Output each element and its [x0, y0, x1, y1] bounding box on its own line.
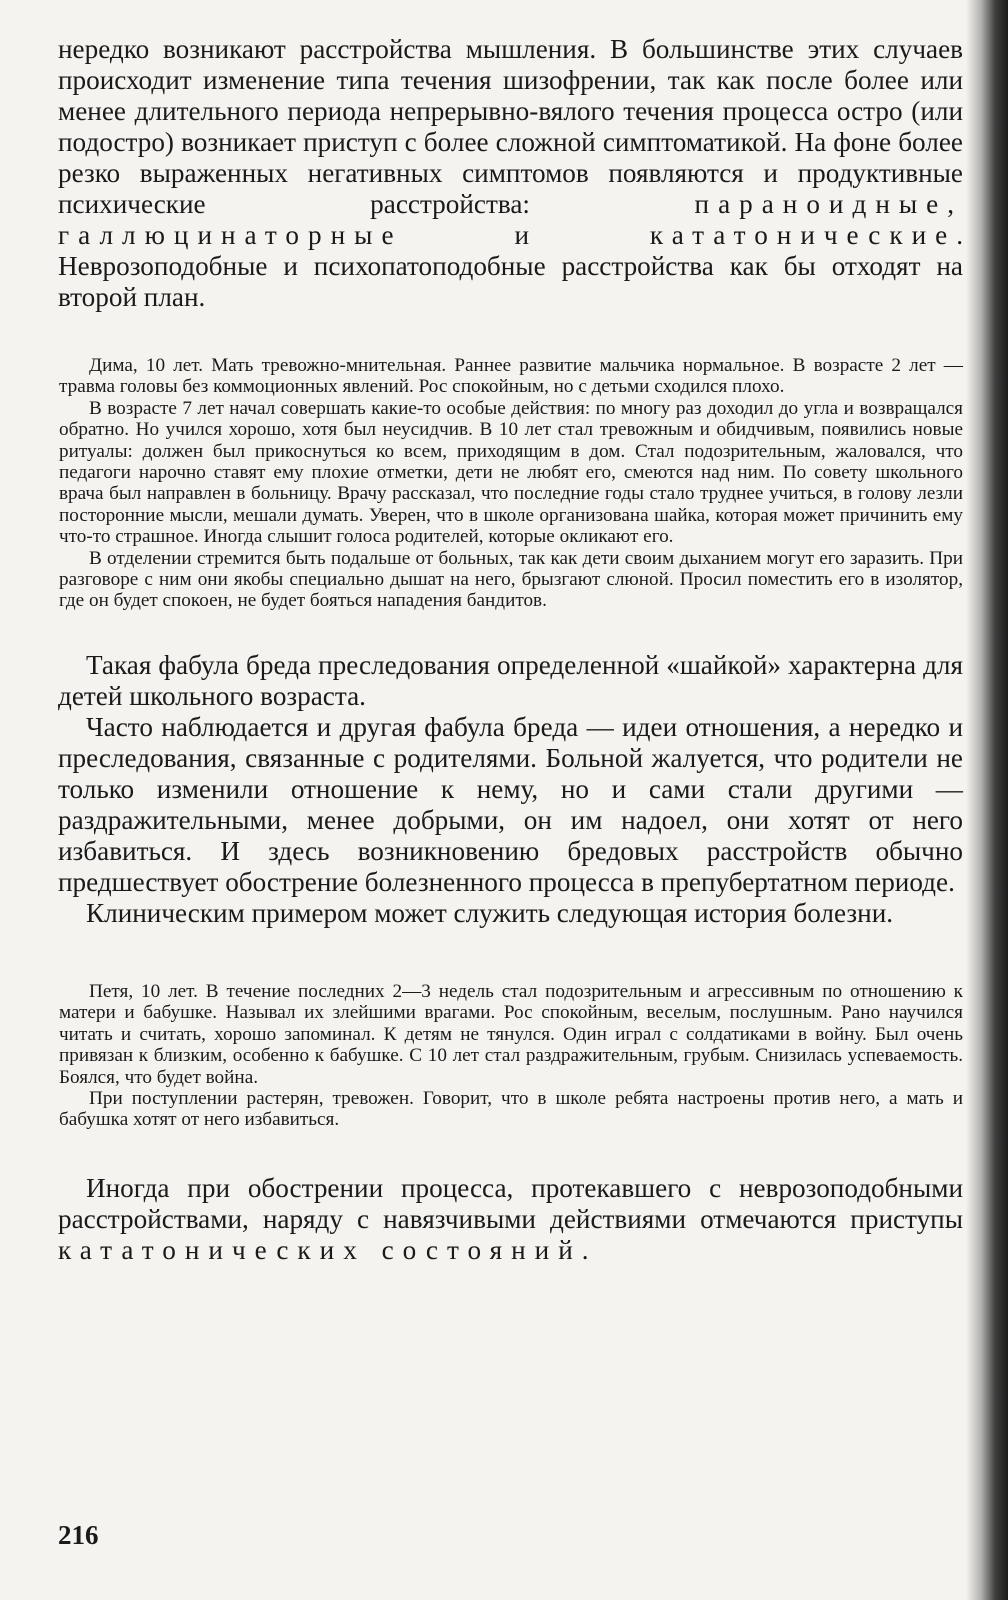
case-2-paragraph: Петя, 10 лет. В течение последних 2—3 недель стал подозрительным и агрессивным по отношению к матери и бабушке. Называл их злейшими врагами. Рос спокойным, веселым, послушным. Рано научился читать и считать, хорошо запоминал. К детям не тянулся. Один играл с солдатиками в войну. Был очень привязан к близким, особенно к бабушке. С 10 лет стал раздражительным, грубым. Снизилась успеваемость. Боялся, что будет война. [59, 980, 963, 1088]
paragraph-1 [58, 34, 963, 313]
paragraph-3-emphasis: кататонических состояний [58, 1234, 582, 1265]
case-1-paragraph: В отделении стремится быть подальше от больных, так как дети своим дыханием могут его заразить. При разговоре с ним они якобы специально дышат на него, брызгают слюной. Просил поместить его в изолятор, где он будет спокоен, не будет бояться нападения бандитов. [59, 547, 963, 612]
case-history-2 [58, 981, 963, 1131]
paragraph-2 [58, 650, 963, 929]
paragraph-2-text: Такая фабула бреда преследования определенной «шайкой» характерна для детей школьного возраста. [58, 649, 963, 711]
paragraph-1-emphasis: параноидные, галлюцинаторные и кататонические [58, 189, 963, 250]
case-history-1 [58, 355, 963, 612]
paragraph-3-text [58, 1173, 963, 1266]
paragraph-3 [58, 1173, 963, 1266]
paragraph-1-text-b: . Неврозоподобные и психопатоподобные расстройства как бы отходят на второй план. [58, 220, 963, 312]
page-content [58, 34, 963, 1266]
paragraph-1-text [58, 34, 963, 313]
case-2-paragraph: При поступлении растерян, тревожен. Говорит, что в школе ребята настроены против него, а мать и бабушка хотят от него избавиться. [59, 1087, 963, 1131]
binding-edge [966, 0, 1008, 1600]
paragraph-2-text: Клиническим примером может служить следующая история болезни. [86, 897, 894, 928]
paragraph-3-text-b: . [581, 1234, 589, 1265]
paragraph-2-text: Часто наблюдается и другая фабула бреда — идеи отношения, а нередко и преследования, связанные с родителями. Больной жалуется, что родители не только изменили отношение к нему, но и сами стали другими — раздражительными, менее добрыми, он им надоел, они хотят от него избавиться. И здесь возникновению бредовых расстройств обычно предшествует обострение болезненного процесса в препубертатном периоде. [58, 711, 963, 897]
case-1-paragraph: Дима, 10 лет. Мать тревожно-мнительная. Раннее развитие мальчика нормальное. В возрасте 2 лет — травма головы без коммоционных явлений. Рос спокойным, но с детьми сходился плохо. [59, 355, 963, 398]
case-1-paragraph: В возрасте 7 лет начал совершать какие-то особые действия: по многу раз доходил до угла и возвращался обратно. Но учился хорошо, хотя был неусидчив. В 10 лет стал тревожным и обидчивым, появились новые ритуалы: должен был прикоснуться ко всем, приходящим в дом. Стал подозрительным, жаловался, что педагоги нарочно ставят ему плохие отметки, дети не любят его, смеются над ним. По совету школьного врача был направлен в больницу. Врачу рассказал, что последние годы стало труднее учиться, в голову лезли посторонние мысли, мешали думать. Уверен, что в школе организована шайка, которая может причинить ему что-то страшное. Иногда слышит голоса родителей, которые окликают его. [59, 397, 963, 548]
page-number: 216 [58, 1520, 99, 1550]
paragraph-3-text-a: Иногда при обострении процесса, протекавшего с неврозоподобными расстройствами, наряду с навязчивыми действиями отмечаются приступы [58, 1172, 963, 1234]
paragraph-1-text-a: нередко возникают расстройства мышления. В большинстве этих случаев происходит изменение типа течения шизофрении, так как после более или менее длительного периода непрерывно-вялого течения процесса остро (или подостро) возникает приступ с более сложной симптоматикой. На фоне более резко выраженных негативных симптомов появляются и продуктивные психические расстройства: [58, 34, 963, 219]
